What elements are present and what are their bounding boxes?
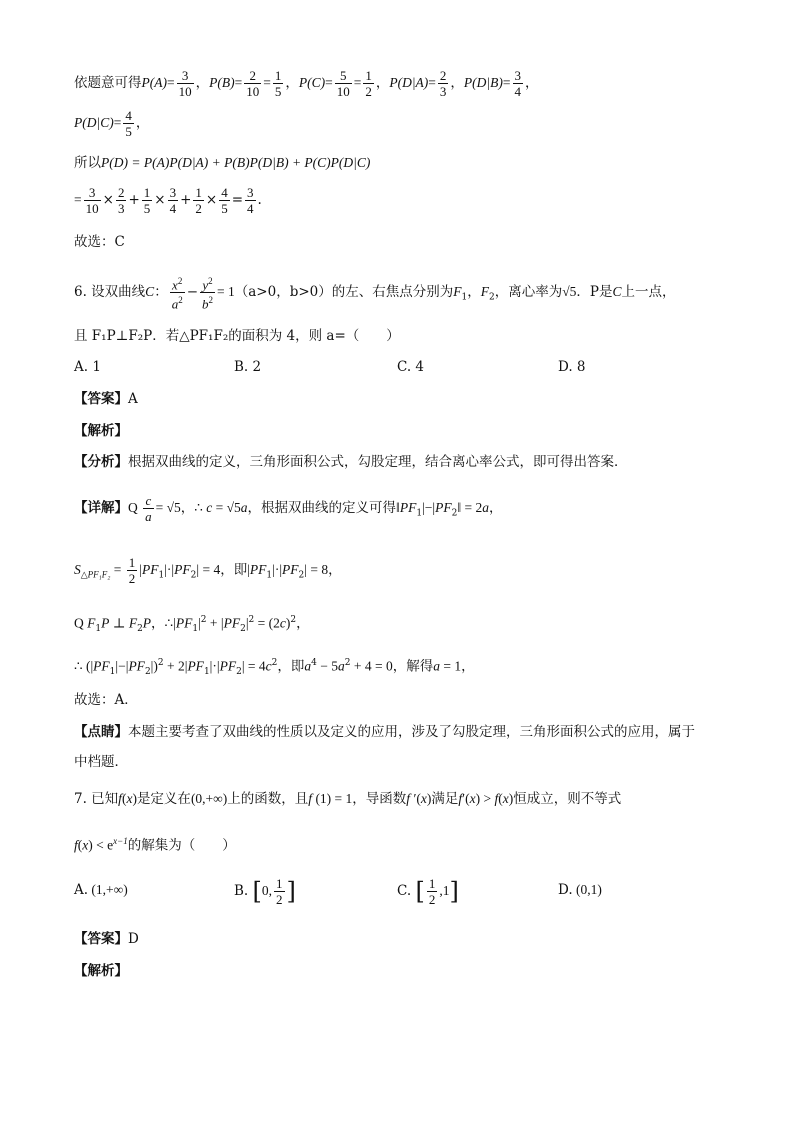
formula: P(A) (141, 75, 167, 90)
formula: P(D|A) (389, 75, 429, 90)
q7-option-c[interactable]: C. [ $\frac{1}{2}$ ,1] (397, 876, 459, 907)
q6-analysis-title: 【解析】 (74, 423, 128, 439)
q6-pythag-line: Q $F_1P$ ⊥ $F_2P$，$\therefore|PF_1|^2 + |PF_2|^2 = (2c)^2$， (74, 615, 310, 635)
q6-answer: 【答案】A (74, 391, 138, 407)
q7-analysis-title: 【解析】 (74, 963, 128, 979)
prev-choice: 故选：C (74, 234, 125, 250)
q6-area-line: $S_{\triangle PF_1F_2}$ = $\frac{1}{2}$ $|PF_1|\cdot|PF_2| = 4$，即$|PF_1|\cdot|PF_2| = 8$， (74, 555, 342, 586)
prob-line-1: 依题意可得P(A)= $\frac{3}{10}$ ，P(B)= $\frac{2}{10}$ = $\frac{1}{5}$ ，P(C)= $\frac{5}{10}$ = $\frac{1}{2}$ ，P(D|A)= $\frac{2}{3}$ ，P(D|B)= $\frac{3}{4}$ ， (74, 68, 539, 99)
fraction: $\frac{2}{3}$ (439, 68, 447, 99)
text: 依题意可得 (74, 75, 142, 91)
q6-fenxi: 【分析】根据双曲线的定义，三角形面积公式，勾股定理，结合离心率公式，即可得出答案． (74, 454, 628, 470)
q7-option-b[interactable]: B. [0, $\frac{1}{2}$ ] (234, 876, 296, 907)
fraction: $\frac{5}{10}$ (336, 68, 350, 99)
fraction: $\frac{1}{2}$ (365, 68, 372, 99)
prob-line-2: P(D|C)= $\frac{4}{5}$ ， (74, 108, 150, 139)
formula: P(D) = P(A)P(D|A) + P(B)P(D|B) + P(C)P(D|C) (101, 155, 371, 170)
result-fraction: $\frac{3}{4}$ (247, 185, 254, 216)
formula: P(D|B) (463, 75, 503, 90)
formula: P(D|C) (74, 115, 114, 130)
fraction: $\frac{4}{5}$ (125, 108, 132, 139)
q7-answer: 【答案】D (74, 931, 139, 947)
q6-stem-line-1: 6. 设双曲线C： $\frac{x^2}{a^2}$ − $\frac{y^2}{b^2}$ = 1（a>0，b>0）的左、右焦点分别为$F_1$，$F_2$，离心率为√5．P是C上一点， (74, 275, 676, 312)
q6-dianjing-1: 【点睛】本题主要考查了双曲线的性质以及定义的应用，涉及了勾股定理，三角形面积公式的应用，属于 (74, 724, 695, 740)
formula: P(B) (209, 75, 235, 90)
fraction: $\frac{1}{5}$ (274, 68, 282, 99)
fraction: $\frac{3}{4}$ (514, 68, 521, 99)
q7-stem-line-2: $f(x) < e^{x-1}$的解集为（ ） (74, 836, 236, 854)
q6-stem-line-2: 且 F₁P⊥F₂P．若△PF₁F₂的面积为 4，则 a=（ ） (74, 328, 400, 344)
fraction: $\frac{3}{10}$ (178, 68, 192, 99)
q6-choice: 故选：A． (74, 692, 138, 708)
q6-option-d[interactable]: D. 8 (558, 359, 586, 375)
formula: P(C) (298, 75, 326, 90)
q7-stem-line-1: 7. 已知f(x)是定义在(0,+∞)上的函数，且f (1) = 1，导函数f ′(x)满足f′(x) > f(x)恒成立，则不等式 (74, 791, 622, 807)
q6-solve-line: ∴ $(|PF_1|-|PF_2|)^2 + 2|PF_1|\cdot|PF_2| = 4c^2$，即$a^4 - 5a^2 + 4 = 0$，解得a = 1， (74, 658, 475, 678)
q6-option-b[interactable]: B. 2 (234, 359, 262, 375)
text: 所以 (74, 155, 101, 171)
q7-option-d[interactable]: D. (0,1) (558, 882, 602, 898)
q7-option-a[interactable]: A. (1,+∞) (74, 882, 128, 898)
q6-dianjing-2: 中档题． (74, 754, 128, 770)
calc-line: = $\frac{3}{10}$ × $\frac{2}{3}$ + $\frac{1}{5}$ × $\frac{3}{4}$ + $\frac{1}{2}$ × $\frac{4}{5}$ = $\frac{3}{4}$ . (74, 185, 262, 216)
q6-option-a[interactable]: A. 1 (74, 359, 101, 375)
q6-option-c[interactable]: C. 4 (397, 359, 425, 375)
fraction: $\frac{2}{10}$ (246, 68, 260, 99)
total-prob-line (74, 153, 734, 173)
q6-detail-line-1: 【详解】Q $\frac{c}{a}$ = √5，∴ c = √5a，根据双曲线的定义可得$‖PF_1|-|PF_2‖ = 2a$， (74, 493, 503, 524)
